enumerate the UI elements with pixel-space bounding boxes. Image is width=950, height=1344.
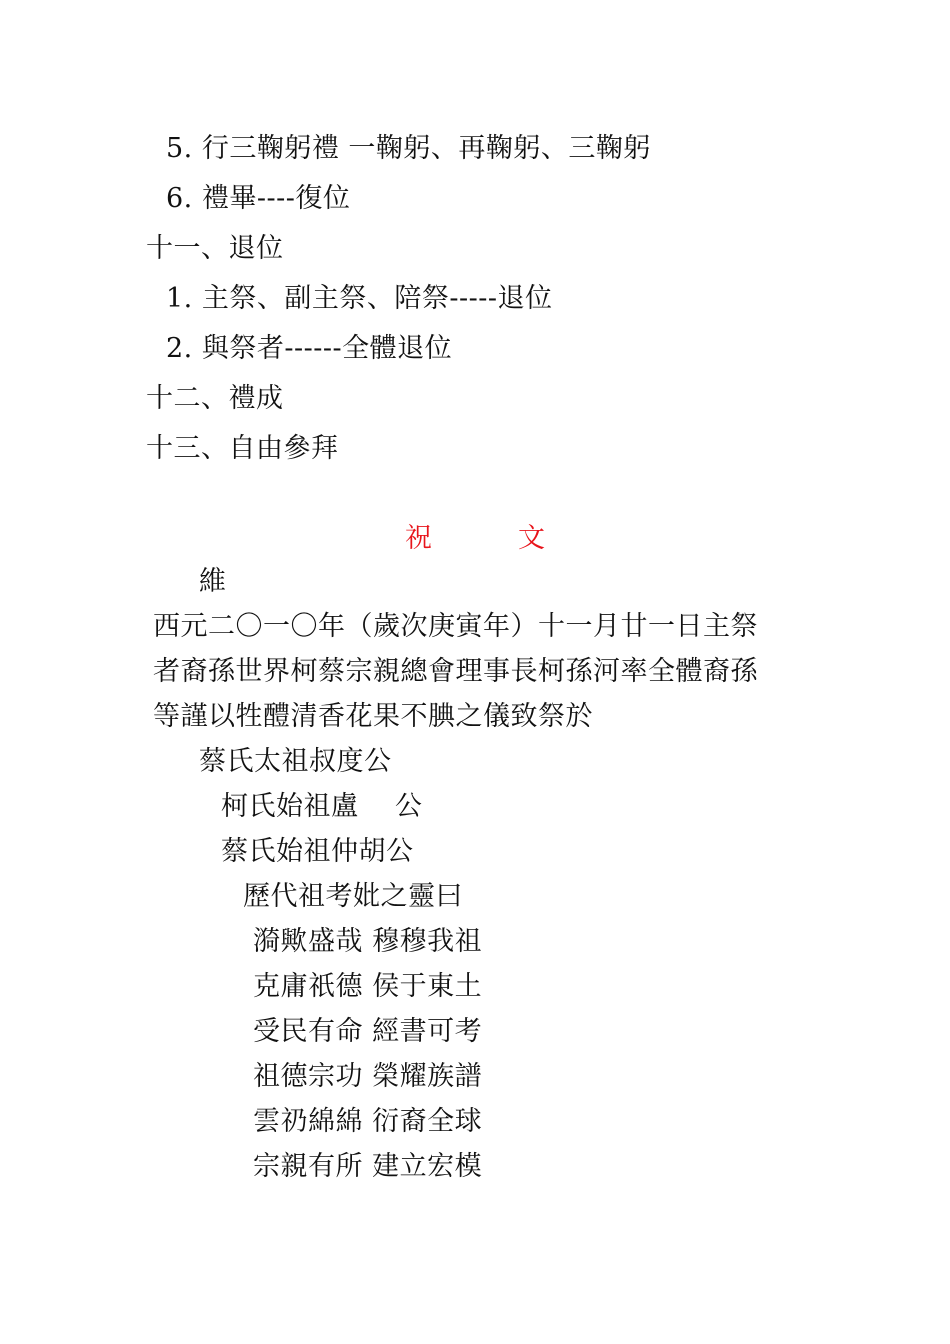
prayer-body-line: 等謹以牲醴清香花果不腆之儀致祭於: [153, 701, 593, 732]
prayer-verse: 雲礽綿綿 衍裔全球: [253, 1106, 483, 1137]
prayer-title-char-1: 祝: [405, 523, 432, 554]
prayer-verse: 受民有命 經書可考: [253, 1016, 483, 1047]
prayer-ancestor-3: 蔡氏始祖仲胡公: [221, 836, 414, 867]
prayer-ancestor-1: 蔡氏太祖叔度公: [199, 746, 392, 777]
program-section-11: 十一、退位: [146, 233, 284, 264]
prayer-title: [0, 519, 950, 559]
program-step-5: 5. 行三鞠躬禮 一鞠躬、再鞠躬、三鞠躬: [166, 133, 651, 164]
program-sub-2: 2. 與祭者------全體退位: [166, 333, 453, 364]
prayer-verse: 祖德宗功 榮耀族譜: [253, 1061, 483, 1092]
program-section-13: 十三、自由參拜: [146, 433, 339, 464]
prayer-ancestor-4: 歷代祖考妣之靈曰: [243, 881, 463, 912]
prayer-body-line: 西元二〇一〇年（歲次庚寅年）十一月廿一日主祭: [153, 611, 758, 642]
prayer-title-char-2: 文: [518, 523, 545, 554]
prayer-opening: 維: [199, 566, 227, 597]
prayer-ancestor-2: 柯氏始祖盧 公: [221, 791, 423, 822]
program-section-12: 十二、禮成: [146, 383, 284, 414]
program-sub-1: 1. 主祭、副主祭、陪祭-----退位: [166, 283, 553, 314]
prayer-body-line: 者裔孫世界柯蔡宗親總會理事長柯孫河率全體裔孫: [153, 656, 758, 687]
prayer-verse: 宗親有所 建立宏模: [253, 1151, 483, 1182]
prayer-verse: 克庸祇德 侯于東土: [253, 971, 483, 1002]
prayer-verse: 漪歟盛哉 穆穆我祖: [253, 926, 483, 957]
program-step-6: 6. 禮畢----復位: [166, 183, 351, 214]
